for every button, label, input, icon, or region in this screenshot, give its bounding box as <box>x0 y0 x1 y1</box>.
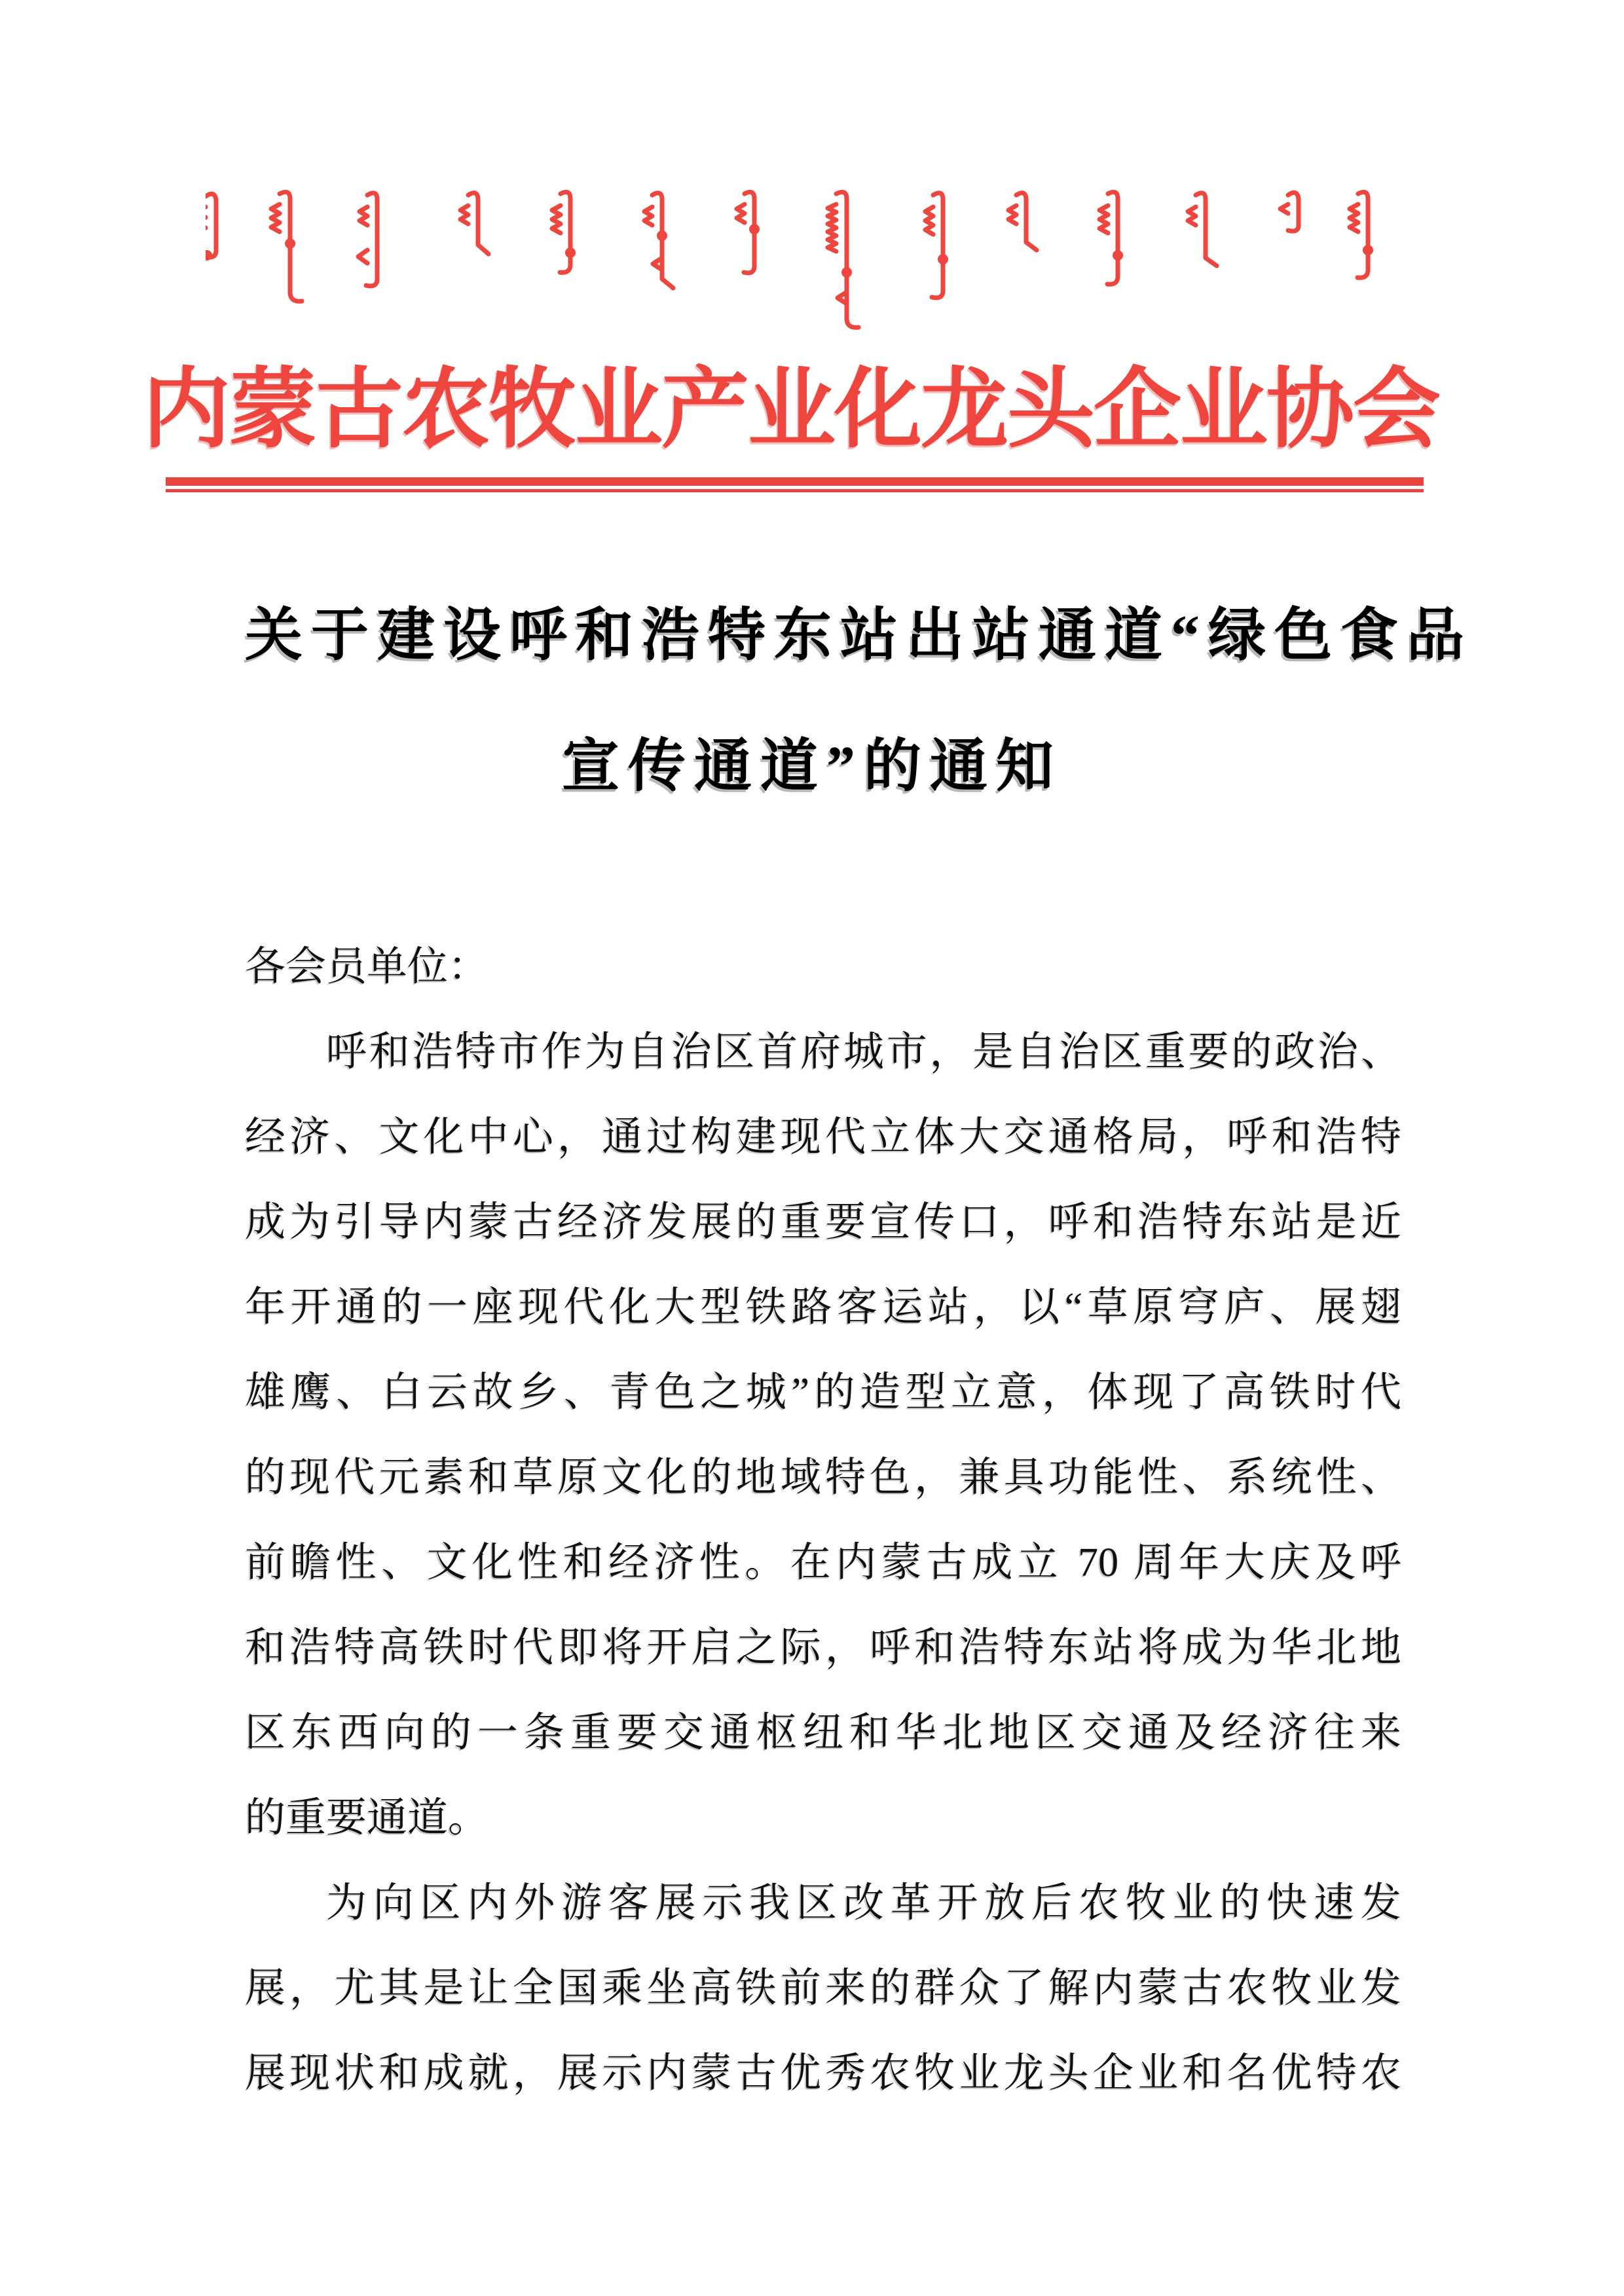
body-line: 经济、文化中心，通过构建现代立体大交通格局，呼和浩特 <box>245 1115 1401 1159</box>
mongolian-script-banner <box>206 187 1384 338</box>
salutation: 各会员单位： <box>245 945 489 989</box>
notice-title-line2: 宣传通道”的通知 <box>561 735 1062 799</box>
body-line: 为向区内外游客展示我区改革开放后农牧业的快速发 <box>326 1881 1401 1925</box>
body-line: 的重要通道。 <box>245 1796 489 1840</box>
letterhead-rule-thick <box>166 477 1424 486</box>
body-line: 前瞻性、文化性和经济性。在内蒙古成立 70 周年大庆及呼 <box>245 1540 1401 1585</box>
mongolian-script-icon <box>206 187 1384 338</box>
letterhead-rule-thin <box>166 489 1424 492</box>
body-line: 呼和浩特市作为自治区首府城市，是自治区重要的政治、 <box>326 1030 1401 1074</box>
body-line: 雄鹰、白云故乡、青色之城”的造型立意，体现了高铁时代 <box>245 1370 1401 1415</box>
body-line: 展现状和成就，展示内蒙古优秀农牧业龙头企业和名优特农 <box>245 2051 1401 2096</box>
body-line: 展，尤其是让全国乘坐高铁前来的群众了解内蒙古农牧业发 <box>245 1966 1401 2011</box>
notice-body <box>245 924 1401 2116</box>
org-name: 内蒙古农牧业产业化龙头企业协会 <box>142 361 1439 458</box>
notice-title-line1: 关于建设呼和浩特东站出站通道“绿色食品 <box>245 604 1473 668</box>
body-line: 和浩特高铁时代即将开启之际，呼和浩特东站将成为华北地 <box>245 1626 1401 1670</box>
body-line: 年开通的一座现代化大型铁路客运站，以“草原穹庐、展翅 <box>245 1285 1401 1330</box>
body-line: 的现代元素和草原文化的地域特色，兼具功能性、系统性、 <box>245 1455 1401 1500</box>
body-line: 区东西向的一条重要交通枢纽和华北地区交通及经济往来 <box>245 1711 1401 1755</box>
body-line: 成为引导内蒙古经济发展的重要宣传口，呼和浩特东站是近 <box>245 1200 1401 1245</box>
